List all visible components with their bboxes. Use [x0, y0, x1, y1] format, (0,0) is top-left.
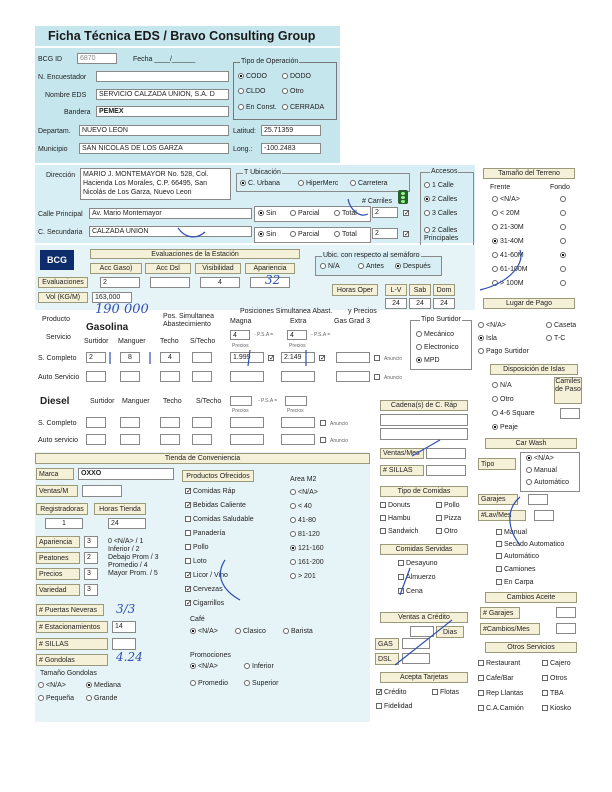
- gasolina-label: Gasolina: [86, 322, 129, 333]
- col-acc-dsl: Acc Dsl: [145, 263, 191, 274]
- radio-semaforo-antes[interactable]: Antes: [358, 263, 384, 270]
- gas-grad3-label: Gas Grad 3: [334, 318, 371, 325]
- radio-frente-4[interactable]: 41-60M: [492, 252, 524, 259]
- dsl-auto-anuncio-label: Anuncio: [330, 438, 349, 444]
- page-title: Ficha Técnica EDS / Bravo Consulting Group: [48, 29, 316, 43]
- semaforo-title: Ubic. con respecto al semáforo: [323, 252, 420, 259]
- precios-tienda-label: Precios: [36, 568, 80, 580]
- radio-area-2[interactable]: 41-80: [290, 517, 316, 524]
- pen-stroke: [395, 620, 452, 665]
- cadena-rap-title: Cadena(s) de C. Ráp: [380, 400, 468, 411]
- radio-pago-tc[interactable]: T-C: [546, 335, 565, 342]
- extra-psa-label: - P.S.A =: [311, 332, 331, 338]
- check-kiosko[interactable]: Kiosko: [542, 705, 571, 712]
- check-otros[interactable]: Otros: [542, 675, 567, 682]
- gas-credito-label: GAS: [375, 638, 399, 650]
- peatones-label: Peatones: [36, 552, 80, 564]
- radio-sin-principal[interactable]: Sin: [258, 210, 276, 217]
- dsl-col-stecho: S/Techo: [196, 398, 222, 405]
- radio-mecanico[interactable]: Mecánico: [416, 331, 454, 338]
- check-producto-6[interactable]: ✓Licor / Vino: [185, 572, 228, 579]
- check-fidelidad[interactable]: Fidelidad: [376, 703, 412, 710]
- magna-label: Magna: [230, 318, 252, 325]
- promociones-title: Promociones: [190, 652, 231, 659]
- estacionamientos-label: # Estacionamientos: [36, 621, 108, 633]
- estacionamientos-field[interactable]: 14: [112, 621, 136, 633]
- radio-area-6[interactable]: > 201: [290, 573, 316, 580]
- radio-electronico[interactable]: Electronico: [416, 344, 459, 351]
- horas-lv-field[interactable]: 24: [385, 298, 407, 309]
- radio-frente-6[interactable]: > 100M: [492, 280, 524, 287]
- check-credito[interactable]: ✓Crédito: [376, 689, 407, 696]
- dsl-col-surtidor: Surtidor: [90, 398, 115, 405]
- ventas-m-label: Ventas/M: [36, 485, 78, 497]
- check-ca-camion[interactable]: C.A.Camión: [478, 705, 524, 712]
- radio-hipermerc[interactable]: HiperMerc: [298, 180, 338, 187]
- s-completo-label: S. Completo: [38, 355, 77, 362]
- check-pollo-comida[interactable]: Pollo: [436, 502, 460, 509]
- marca-field[interactable]: OXXO: [78, 468, 174, 480]
- tamano-gondolas-title: Tamaño Gondolas: [40, 670, 97, 677]
- gas-manguer-field[interactable]: 8: [120, 352, 140, 363]
- radio-islas-otro[interactable]: Otro: [492, 396, 514, 403]
- comidas-servidas-title: Comidas Servidas: [380, 544, 468, 555]
- pos-simultanea-label: Pos. Simultanea Abastecimiento: [163, 313, 214, 328]
- gondolas-label: # Gondolas: [36, 654, 108, 666]
- pen-stroke: [400, 568, 410, 595]
- radio-pago-caseta[interactable]: Caseta: [546, 322, 576, 329]
- ventas-sillas-label: # SILLAS: [380, 465, 424, 476]
- area-title: Area M2: [290, 476, 317, 483]
- check-donuts[interactable]: Donuts: [380, 502, 410, 509]
- check-producto-3[interactable]: Panadería: [185, 530, 225, 537]
- radio-frente-3[interactable]: 31-40M: [492, 238, 524, 245]
- radio-pago-na[interactable]: <N/A>: [478, 322, 506, 329]
- calle-principal-field[interactable]: Av. Mario Montemayor: [89, 208, 252, 219]
- pos-simultanea-2-label: Posiciones Simultanea Abast.: [240, 308, 333, 315]
- check-cafe-bar[interactable]: Cafe/Bar: [478, 675, 514, 682]
- accesos-title: Accesos: [431, 168, 458, 175]
- gas-col-techo: Techo: [160, 338, 179, 345]
- horas-col-sab: Sab: [409, 284, 431, 296]
- producto-label: Producto: [42, 316, 71, 323]
- auto-servicio-label: Auto Servicio: [38, 374, 80, 381]
- direccion-field[interactable]: MARIO J. MONTEMAYOR No. 528, Col. Hacienda Los Morales, C.P. 66495, San Nicolás de Los Garza, Nuevo Leon: [80, 168, 231, 200]
- radio-otro[interactable]: Otro: [282, 88, 304, 95]
- acc-gaso-field[interactable]: 2: [100, 277, 140, 288]
- productos-title: Productos Ofrecidos: [182, 470, 254, 482]
- radio-carwash-automatico[interactable]: Automático: [526, 479, 569, 486]
- radio-carwash-na[interactable]: <N/A>: [526, 455, 554, 462]
- check-producto-8[interactable]: ✓Cigarrillos: [185, 600, 224, 607]
- radio-cafe-na[interactable]: <N/A>: [190, 628, 218, 635]
- horas-dom-field[interactable]: 24: [433, 298, 455, 309]
- check-cajero[interactable]: Cajero: [542, 660, 571, 667]
- radio-parcial-secundaria[interactable]: Parcial: [290, 231, 319, 238]
- pen-stroke: [348, 199, 368, 215]
- radio-cafe-barista[interactable]: Barista: [283, 628, 313, 635]
- radio-frente-1[interactable]: < 20M: [492, 210, 520, 217]
- radio-gondola-grande[interactable]: Grande: [86, 695, 117, 702]
- check-hambu[interactable]: Hambu: [380, 515, 411, 522]
- radio-total-secundaria[interactable]: Total: [334, 231, 357, 238]
- pen-stroke: [178, 228, 205, 237]
- check-garaje-camiones[interactable]: Camiones: [496, 566, 536, 573]
- check-garaje-manual[interactable]: Manual: [496, 529, 527, 536]
- precios-tienda-field[interactable]: 3: [84, 568, 98, 580]
- latitud-label: Latitud:: [233, 128, 256, 135]
- pen-stroke: [480, 250, 521, 290]
- rating-scale-legend: 0 <N/A> / 1 Inferior / 2 Debajo Prom / 3 Promedio / 4 Mayor Prom. / 5: [108, 538, 159, 577]
- extra-price-field[interactable]: 2.149: [281, 352, 315, 363]
- check-tba[interactable]: TBA: [542, 690, 564, 697]
- check-cena[interactable]: Cena: [398, 588, 423, 595]
- extra-label: Extra: [290, 318, 307, 325]
- radio-frente-2[interactable]: 21-30M: [492, 224, 524, 231]
- check-garaje-secado[interactable]: Secado Automatico: [496, 541, 564, 548]
- radio-promo-inferior[interactable]: Inferior: [244, 663, 274, 670]
- check-producto-4[interactable]: Pollo: [185, 544, 209, 551]
- radio-sin-secundaria[interactable]: Sin: [258, 231, 276, 238]
- radio-parcial-principal[interactable]: Parcial: [290, 210, 319, 217]
- gondolas-handwritten: 4.24: [116, 650, 143, 664]
- puertas-neveras-handwritten: 3/3: [116, 602, 136, 616]
- radio-promo-na[interactable]: <N/A>: [190, 663, 218, 670]
- camiles-de-paso-label: Camiles de Paso: [554, 377, 582, 404]
- check-producto-0[interactable]: ✓Comidas Ráp: [185, 488, 235, 495]
- pen-stroke: [510, 497, 520, 545]
- calle-principal-label: Calle Principal: [38, 211, 83, 218]
- radio-area-4[interactable]: 121-160: [290, 545, 324, 552]
- col-visibilidad: Visibilidad: [195, 263, 241, 274]
- radio-area-0[interactable]: <N/A>: [290, 489, 318, 496]
- check-rep-llantas[interactable]: Rep Llantas: [478, 690, 523, 697]
- bandera-field[interactable]: PEMEX: [96, 106, 229, 117]
- tamano-terreno-title: Tamaño del Terreno: [483, 168, 575, 179]
- latitud-field[interactable]: 25.71359: [261, 125, 321, 136]
- departamento-field[interactable]: NUEVO LEON: [79, 125, 229, 136]
- gas-surtidor-field[interactable]: 2: [86, 352, 106, 363]
- radio-frente-5[interactable]: 61-100M: [492, 266, 528, 273]
- radio-carwash-manual[interactable]: Manual: [526, 467, 557, 474]
- gas-col-stecho: S/Techo: [190, 338, 216, 345]
- check-desayuno[interactable]: Desayuno: [398, 560, 438, 567]
- carriles-principal-field[interactable]: 2: [372, 207, 398, 218]
- variedad-label: Variedad: [36, 584, 80, 596]
- vol-handwritten: 190 000: [95, 302, 149, 317]
- radio-cafe-clasico[interactable]: Clasico: [235, 628, 266, 635]
- horas-tienda-label: Horas Tienda: [94, 503, 146, 515]
- nombre-eds-field[interactable]: SERVICIO CALZADA UNION, S.A. D: [96, 89, 229, 100]
- lugar-pago-title: Lugar de Pago: [483, 298, 575, 309]
- puertas-neveras-label: # Puertas Neveras: [36, 604, 104, 616]
- diesel-label: Diesel: [40, 396, 70, 407]
- gas-col-surtidor: Surtidor: [84, 338, 109, 345]
- pen-stroke: [412, 440, 440, 456]
- ventas-credito-title: Ventas a Crédito: [380, 612, 468, 623]
- check-garaje-en-carpa[interactable]: En Carpa: [496, 579, 534, 586]
- dsl-s-completo-label: S. Completo: [38, 420, 77, 427]
- apariencia-handwritten: 32: [265, 273, 281, 287]
- marca-label: Marca: [36, 468, 74, 480]
- cambios-aceite-title: Cambios Aceite: [485, 592, 577, 603]
- radio-c-urbana[interactable]: C. Urbana: [240, 180, 280, 187]
- extra-precios-label: Precios: [289, 343, 306, 349]
- radio-gondola-na[interactable]: <N/A>: [38, 682, 66, 689]
- check-restaurant[interactable]: Restaurant: [478, 660, 520, 667]
- auto-anuncio-label: Anuncio: [384, 375, 403, 381]
- radio-dodo[interactable]: DODO: [282, 73, 311, 80]
- magna-pos-field[interactable]: 4: [230, 330, 250, 340]
- nombre-eds-label: Nombre EDS: [45, 92, 87, 99]
- dsl-precios-label-2: Precios: [287, 408, 304, 414]
- dsl-credito-label: DSL: [375, 653, 399, 665]
- municipio-field[interactable]: SAN NICOLAS DE LOS GARZA: [79, 143, 229, 154]
- tipo-operacion-title: Tipo de Operación: [241, 58, 299, 65]
- t-ubicacion-title: T Ubicación: [244, 169, 281, 176]
- bandera-label: Bandera: [64, 109, 91, 116]
- radio-cldo[interactable]: CLDO: [238, 88, 265, 95]
- check-sandwich[interactable]: Sandwich: [380, 528, 418, 535]
- radio-en-const[interactable]: En Const.: [238, 104, 277, 111]
- calle-secundaria-label: C. Secundaria: [38, 229, 83, 236]
- car-wash-title: Car Wash: [485, 438, 577, 449]
- magna-price-field[interactable]: 1.999: [230, 352, 264, 363]
- radio-pago-surtidor[interactable]: Pago Surtidor: [478, 348, 529, 355]
- gas-techo-field[interactable]: 4: [160, 352, 180, 363]
- radio-area-5[interactable]: 161-200: [290, 559, 324, 566]
- anuncio-label: Anuncio: [384, 356, 403, 362]
- magna-precios-label: Precios: [232, 343, 249, 349]
- radio-gondola-mediana[interactable]: Mediana: [86, 682, 121, 689]
- horas-col-dom: Dom: [433, 284, 455, 296]
- radio-gondola-pequena[interactable]: Pequeña: [38, 695, 74, 702]
- radio-islas-square[interactable]: 4-6 Square: [492, 410, 535, 417]
- registradoras-field[interactable]: 1: [45, 518, 83, 529]
- frente-label: Frente: [490, 184, 511, 191]
- radio-pago-isla[interactable]: Isla: [478, 335, 497, 342]
- radio-mpd[interactable]: MPD: [416, 357, 440, 364]
- radio-semaforo-despues[interactable]: Después: [395, 263, 431, 270]
- pen-stroke: [248, 350, 306, 366]
- radio-cerrada[interactable]: CERRADA: [282, 104, 324, 111]
- col-apariencia: Apariencia: [245, 263, 295, 274]
- radio-islas-na[interactable]: N/A: [492, 382, 512, 389]
- visibilidad-field[interactable]: 4: [200, 277, 240, 288]
- longitud-field[interactable]: -100.2483: [261, 143, 321, 154]
- pen-stroke: [220, 560, 240, 600]
- radio-frente-0[interactable]: <N/A>: [492, 196, 520, 203]
- evaluaciones-title: Evaluaciones de la Estación: [90, 249, 300, 259]
- carriles-label: # Carriles: [362, 198, 392, 205]
- variedad-field[interactable]: 3: [84, 584, 98, 596]
- radio-carretera[interactable]: Carretera: [350, 180, 388, 187]
- dsl-psa-label: - P.S.A =: [258, 398, 278, 404]
- radio-islas-peaje[interactable]: Peaje: [492, 424, 518, 431]
- check-producto-2[interactable]: Comidas Saludable: [185, 516, 254, 523]
- acepta-tarjetas-title: Acepta Tarjetas: [380, 672, 468, 683]
- carriles-secundaria-field[interactable]: 2: [372, 228, 398, 239]
- disposicion-islas-title: Disposición de Islas: [490, 364, 578, 375]
- check-almuerzo[interactable]: Almuerzo: [398, 574, 436, 581]
- horas-tienda-field[interactable]: 24: [108, 518, 146, 529]
- col-acc-gaso: Acc Gaso): [90, 263, 142, 274]
- radio-area-3[interactable]: 81-120: [290, 531, 320, 538]
- horas-sab-field[interactable]: 24: [409, 298, 431, 309]
- dsl-auto-servicio-label: Auto servicio: [38, 437, 79, 444]
- servicio-label: Servicio: [46, 334, 71, 341]
- check-otro-comida[interactable]: Otro: [436, 528, 458, 535]
- radio-codo[interactable]: CODO: [238, 73, 267, 80]
- bcg-logo: BCG: [40, 250, 74, 270]
- magna-psa-label: - P.S.A =: [254, 332, 274, 338]
- check-producto-1[interactable]: ✓Bebidas Caliente: [185, 502, 246, 509]
- longitud-label: Long.:: [233, 146, 253, 153]
- tipo-surtidor-title: Tipo Surtidor: [421, 316, 461, 323]
- vol-label: Vol (KG/M): [38, 292, 88, 303]
- check-pizza[interactable]: Pizza: [436, 515, 461, 522]
- tienda-title: Tienda de Conveniencia: [35, 453, 370, 464]
- encuestador-label: N. Encuestador: [38, 74, 87, 81]
- municipio-label: Municipio: [38, 146, 68, 153]
- fondo-label: Fondo: [550, 184, 570, 191]
- radio-area-1[interactable]: < 40: [290, 503, 312, 510]
- cafe-title: Café: [190, 616, 205, 623]
- dias-label: Dias: [436, 626, 464, 638]
- apariencia-tienda-field[interactable]: 3: [84, 536, 98, 548]
- radio-2-calles[interactable]: 2 Calles: [424, 196, 457, 203]
- apariencia-tienda-label: Apariencia: [36, 536, 80, 548]
- radio-promo-superior[interactable]: Superior: [244, 680, 278, 687]
- otros-servicios-title: Otros Servicios: [485, 642, 577, 653]
- bcg-id-field[interactable]: 6870: [77, 53, 117, 64]
- garajes-label: Garajes: [478, 494, 518, 505]
- precios-title: y Precios: [348, 308, 377, 315]
- check-garaje-automatico[interactable]: Automático: [496, 553, 539, 560]
- horas-col-lv: L-V: [385, 284, 407, 296]
- vol-field[interactable]: 163,000: [92, 292, 132, 303]
- evaluaciones-label: Evaluaciones: [38, 277, 88, 288]
- cambios-garajes-label: # Garajes: [480, 607, 520, 619]
- gas-col-manguer: Manguer: [118, 338, 146, 345]
- ventas-mes-label: Ventas/Mes: [380, 448, 424, 459]
- bcg-id-label: BCG ID: [38, 56, 63, 63]
- peatones-field[interactable]: 2: [84, 552, 98, 564]
- radio-total-principal[interactable]: Total: [334, 210, 357, 217]
- check-producto-7[interactable]: ✓Cervezas: [185, 586, 223, 593]
- direccion-label: Dirección: [46, 172, 76, 179]
- calle-secundaria-field[interactable]: CALZADA UNION: [89, 226, 252, 237]
- registradoras-label: Registradoras: [36, 503, 88, 515]
- check-flotas[interactable]: Flotas: [432, 689, 459, 696]
- dsl-col-techo: Techo: [163, 398, 182, 405]
- radio-semaforo-na[interactable]: N/A: [320, 263, 340, 270]
- dsl-col-manguer: Manguer: [122, 398, 150, 405]
- pen-stroke: [110, 352, 150, 364]
- sillas-label: # SILLAS: [36, 638, 108, 650]
- radio-2-calles-principales[interactable]: 2 Calles Principales: [424, 227, 459, 242]
- dsl-precios-label: Precios: [232, 408, 249, 414]
- departamento-label: Departam.: [38, 128, 71, 135]
- fecha-label: Fecha ____/______: [133, 56, 196, 63]
- check-producto-5[interactable]: Loto: [185, 558, 207, 565]
- cambios-mes-label: #Cambios/Mes: [480, 623, 540, 635]
- extra-pos-field[interactable]: 4: [287, 330, 307, 340]
- lav-mes-label: #Lav/Mes: [478, 510, 526, 521]
- horas-oper-label: Horas Oper: [332, 284, 378, 296]
- radio-1-calle[interactable]: 1 Calle: [424, 182, 454, 189]
- radio-3-calles[interactable]: 3 Calles: [424, 210, 457, 217]
- radio-promo-promedio[interactable]: Promedio: [190, 680, 228, 687]
- tipo-comidas-title: Tipo de Comidas: [380, 486, 468, 497]
- dsl-anuncio-label: Anuncio: [330, 421, 349, 427]
- car-wash-tipo-label: Tipo: [478, 458, 516, 470]
